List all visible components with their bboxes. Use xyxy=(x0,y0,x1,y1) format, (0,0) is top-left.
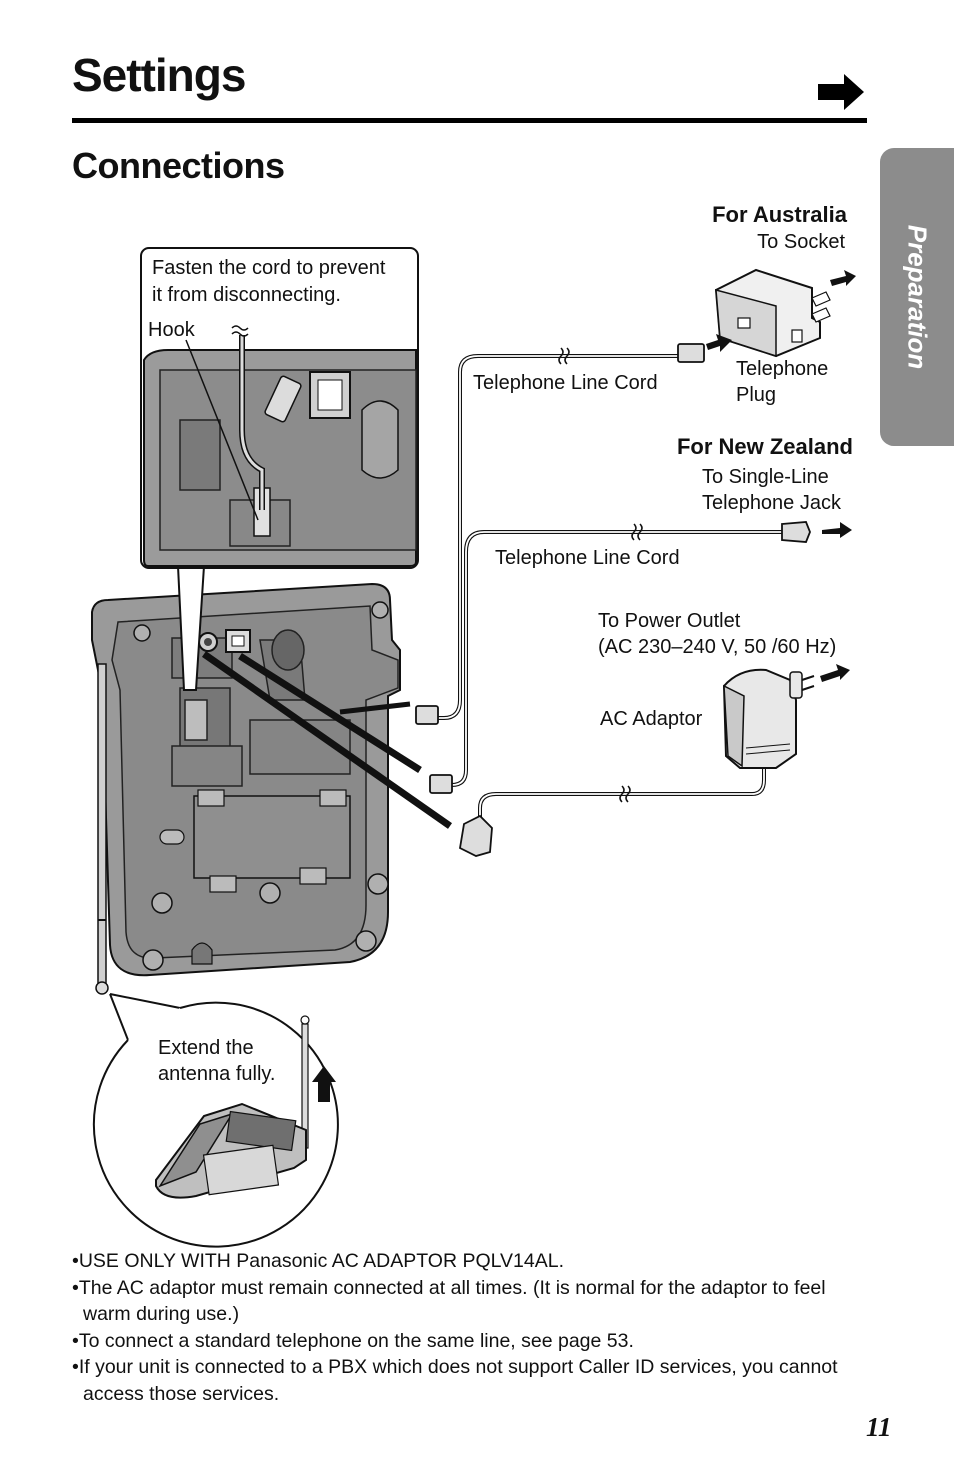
note-item: • The AC adaptor must remain connected at all times. (It is normal for the adaptor to feel warm during use.) xyxy=(72,1275,862,1328)
power-outlet-label-2: (AC 230–240 V, 50 /60 Hz) xyxy=(598,636,837,658)
telephone-plug-label-2: Plug xyxy=(736,384,777,406)
extend-antenna-label-1: Extend the xyxy=(158,1037,254,1059)
note-item: • USE ONLY WITH Panasonic AC ADAPTOR PQLV14AL. xyxy=(72,1248,862,1275)
antenna-inset xyxy=(94,994,338,1247)
nz-jack-arrow xyxy=(822,522,852,538)
nz-cord-label: Telephone Line Cord xyxy=(495,547,680,569)
page-number: 11 xyxy=(866,1412,892,1442)
australia-socket-adaptor xyxy=(706,270,856,356)
power-outlet-label-1: To Power Outlet xyxy=(598,610,741,632)
australia-heading: For Australia xyxy=(712,202,847,227)
side-tab-label: Preparation xyxy=(902,224,933,370)
ac-adaptor xyxy=(724,664,850,768)
section-title: Connections xyxy=(72,145,285,186)
telephone-plug-label-1: Telephone xyxy=(736,358,829,380)
nz-jack-label-1: To Single-Line xyxy=(702,466,829,488)
fasten-cord-label-2: it from disconnecting. xyxy=(152,284,341,306)
hook-label: Hook xyxy=(148,319,195,341)
base-unit-illustration xyxy=(92,584,400,994)
australia-to-socket: To Socket xyxy=(757,231,845,253)
note-item: • If your unit is connected to a PBX which does not support Caller ID services, you cannot access those services. xyxy=(72,1354,862,1407)
fasten-cord-label-1: Fasten the cord to prevent xyxy=(152,257,386,279)
page-title: Settings xyxy=(72,49,246,101)
new-zealand-heading: For New Zealand xyxy=(676,434,853,459)
ac-adaptor-label: AC Adaptor xyxy=(600,708,703,730)
note-item: • To connect a standard telephone on the same line, see page 53. xyxy=(72,1328,862,1355)
extend-antenna-label-2: antenna fully. xyxy=(158,1063,276,1085)
nz-jack-label-2: Telephone Jack xyxy=(702,492,841,514)
notes-list xyxy=(72,1248,862,1407)
australia-cord-label: Telephone Line Cord xyxy=(473,372,658,394)
